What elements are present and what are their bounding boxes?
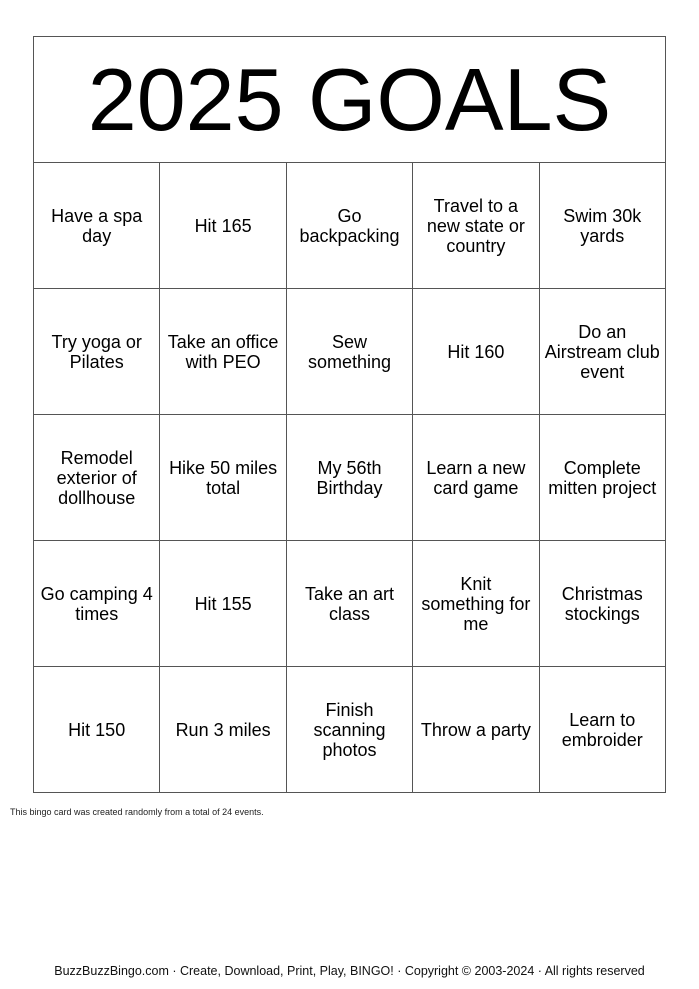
footer: BuzzBuzzBingo.com · Create, Download, Print, Play, BINGO! · Copyright © 2003-2024 · All rights reserved <box>54 964 645 978</box>
bingo-cell: My 56th Birthday <box>286 415 412 541</box>
bingo-cell: Take an art class <box>286 541 412 667</box>
bingo-cell: Have a spa day <box>34 163 160 289</box>
bingo-cell: Knit something for me <box>413 541 539 667</box>
bingo-cell: Remodel exterior of dollhouse <box>34 415 160 541</box>
bingo-cell: Learn a new card game <box>413 415 539 541</box>
bingo-cell: Hit 155 <box>160 541 286 667</box>
bingo-cell: Hit 165 <box>160 163 286 289</box>
bingo-cell: Travel to a new state or country <box>413 163 539 289</box>
bingo-cell: Sew something <box>286 289 412 415</box>
bingo-card <box>33 36 666 793</box>
bingo-cell: Hike 50 miles total <box>160 415 286 541</box>
card-title: 2025 GOALS <box>34 37 666 163</box>
bingo-cell: Learn to embroider <box>539 667 665 793</box>
bingo-cell: Hit 150 <box>34 667 160 793</box>
bingo-cell: Complete mitten project <box>539 415 665 541</box>
bingo-row <box>34 415 666 541</box>
bingo-cell: Go camping 4 times <box>34 541 160 667</box>
bingo-cell: Christmas stockings <box>539 541 665 667</box>
bingo-cell: Throw a party <box>413 667 539 793</box>
bingo-cell: Run 3 miles <box>160 667 286 793</box>
bingo-cell: Do an Airstream club event <box>539 289 665 415</box>
bingo-cell: Hit 160 <box>413 289 539 415</box>
bingo-cell: Try yoga or Pilates <box>34 289 160 415</box>
bingo-cell: Go backpacking <box>286 163 412 289</box>
bingo-cell: Finish scanning photos <box>286 667 412 793</box>
bingo-cell: Swim 30k yards <box>539 163 665 289</box>
bingo-row <box>34 163 666 289</box>
bingo-cell: Take an office with PEO <box>160 289 286 415</box>
bingo-row <box>34 541 666 667</box>
card-note: This bingo card was created randomly from a total of 24 events. <box>10 807 264 817</box>
bingo-row <box>34 289 666 415</box>
bingo-row <box>34 667 666 793</box>
